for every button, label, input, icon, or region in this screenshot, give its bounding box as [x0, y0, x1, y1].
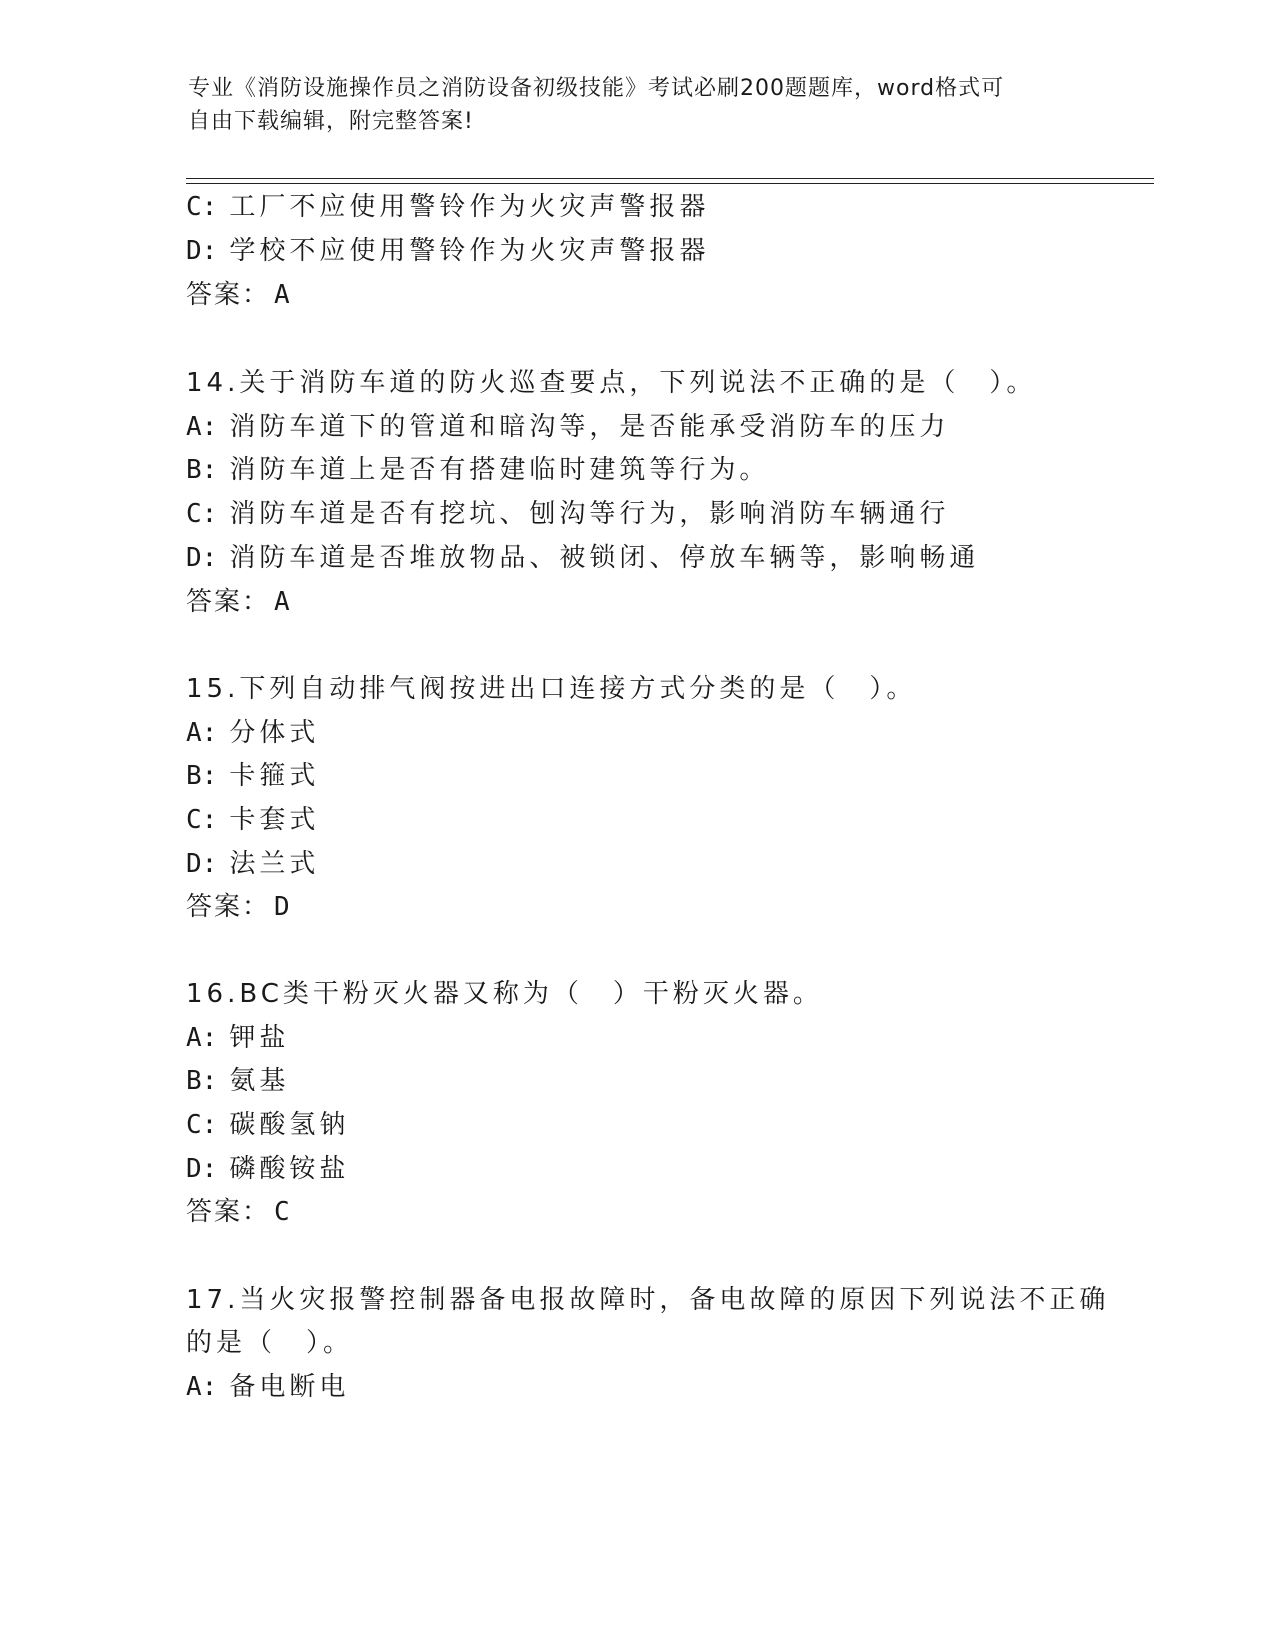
q16-option-d	[186, 1152, 349, 1186]
option-text: 消防车道下的管道和暗沟等，是否能承受消防车的压力	[229, 412, 950, 442]
option-text: 工厂不应使用警铃作为火灾声警报器	[229, 192, 710, 222]
q14-answer	[186, 585, 292, 619]
document-header	[188, 72, 1088, 138]
option-label: B:	[186, 455, 218, 485]
option-label: A:	[186, 1023, 218, 1053]
q16-option-b	[186, 1064, 289, 1098]
q15-option-a	[186, 716, 319, 750]
option-label: D:	[186, 543, 218, 573]
answer-label: 答案：	[186, 892, 271, 922]
q17-option-a	[186, 1370, 349, 1404]
header-divider-bottom	[186, 183, 1154, 184]
q17-stem-line-1: 17.当火灾报警控制器备电报故障时，备电故障的原因下列说法不正确	[186, 1285, 1110, 1315]
q14-option-c	[186, 497, 949, 531]
answer-value: A	[274, 587, 292, 617]
option-label: A:	[186, 718, 218, 748]
header-divider-top	[186, 178, 1154, 179]
q16-option-c	[186, 1108, 349, 1142]
q15-option-d	[186, 847, 319, 881]
answer-label: 答案：	[186, 1197, 271, 1227]
q15-option-b	[186, 759, 319, 793]
option-text: 磷酸铵盐	[229, 1154, 350, 1184]
q14-option-d	[186, 541, 979, 575]
option-label: D:	[186, 1154, 218, 1184]
option-label: B:	[186, 1066, 218, 1096]
option-label: A:	[186, 412, 218, 442]
option-text: 消防车道是否堆放物品、被锁闭、停放车辆等，影响畅通	[229, 543, 980, 573]
q16-option-a	[186, 1021, 289, 1055]
q14-stem: 14.关于消防车道的防火巡查要点，下列说法不正确的是（ ）。	[186, 368, 1037, 398]
q13-option-d	[186, 234, 709, 268]
option-text: 法兰式	[229, 849, 320, 879]
q14-option-a	[186, 410, 949, 444]
option-label: D:	[186, 236, 218, 266]
q16-stem: 16.BC类干粉灭火器又称为（ ）干粉灭火器。	[186, 979, 823, 1009]
option-text: 备电断电	[229, 1372, 350, 1402]
option-text: 消防车道是否有挖坑、刨沟等行为，影响消防车辆通行	[229, 499, 950, 529]
q16-answer	[186, 1195, 292, 1229]
option-label: C:	[186, 192, 218, 222]
option-text: 消防车道上是否有搭建临时建筑等行为。	[229, 455, 770, 485]
option-label: C:	[186, 805, 218, 835]
option-text: 钾盐	[229, 1023, 290, 1053]
answer-label: 答案：	[186, 587, 271, 617]
option-text: 卡套式	[229, 805, 320, 835]
option-text: 氨基	[229, 1066, 290, 1096]
option-label: C:	[186, 1110, 218, 1140]
q13-answer	[186, 278, 292, 312]
option-label: D:	[186, 849, 218, 879]
q15-option-c	[186, 803, 319, 837]
header-line-1: 专业《消防设施操作员之消防设备初级技能》考试必刷200题题库，word格式可	[188, 76, 1005, 101]
q15-stem: 15.下列自动排气阀按进出口连接方式分类的是（ ）。	[186, 674, 917, 704]
answer-value: A	[274, 280, 292, 310]
q14-option-b	[186, 453, 769, 487]
answer-value: D	[274, 892, 292, 922]
option-label: C:	[186, 499, 218, 529]
option-text: 分体式	[229, 718, 320, 748]
q13-option-c	[186, 190, 709, 224]
answer-value: C	[274, 1197, 292, 1227]
option-text: 学校不应使用警铃作为火灾声警报器	[229, 236, 710, 266]
answer-label: 答案：	[186, 280, 271, 310]
option-text: 碳酸氢钠	[229, 1110, 350, 1140]
q15-answer	[186, 890, 292, 924]
header-line-2: 自由下载编辑，附完整答案!	[188, 109, 474, 134]
option-label: A:	[186, 1372, 218, 1402]
option-text: 卡箍式	[229, 761, 320, 791]
q17-stem-line-2: 的是（ ）。	[186, 1328, 354, 1358]
option-label: B:	[186, 761, 218, 791]
